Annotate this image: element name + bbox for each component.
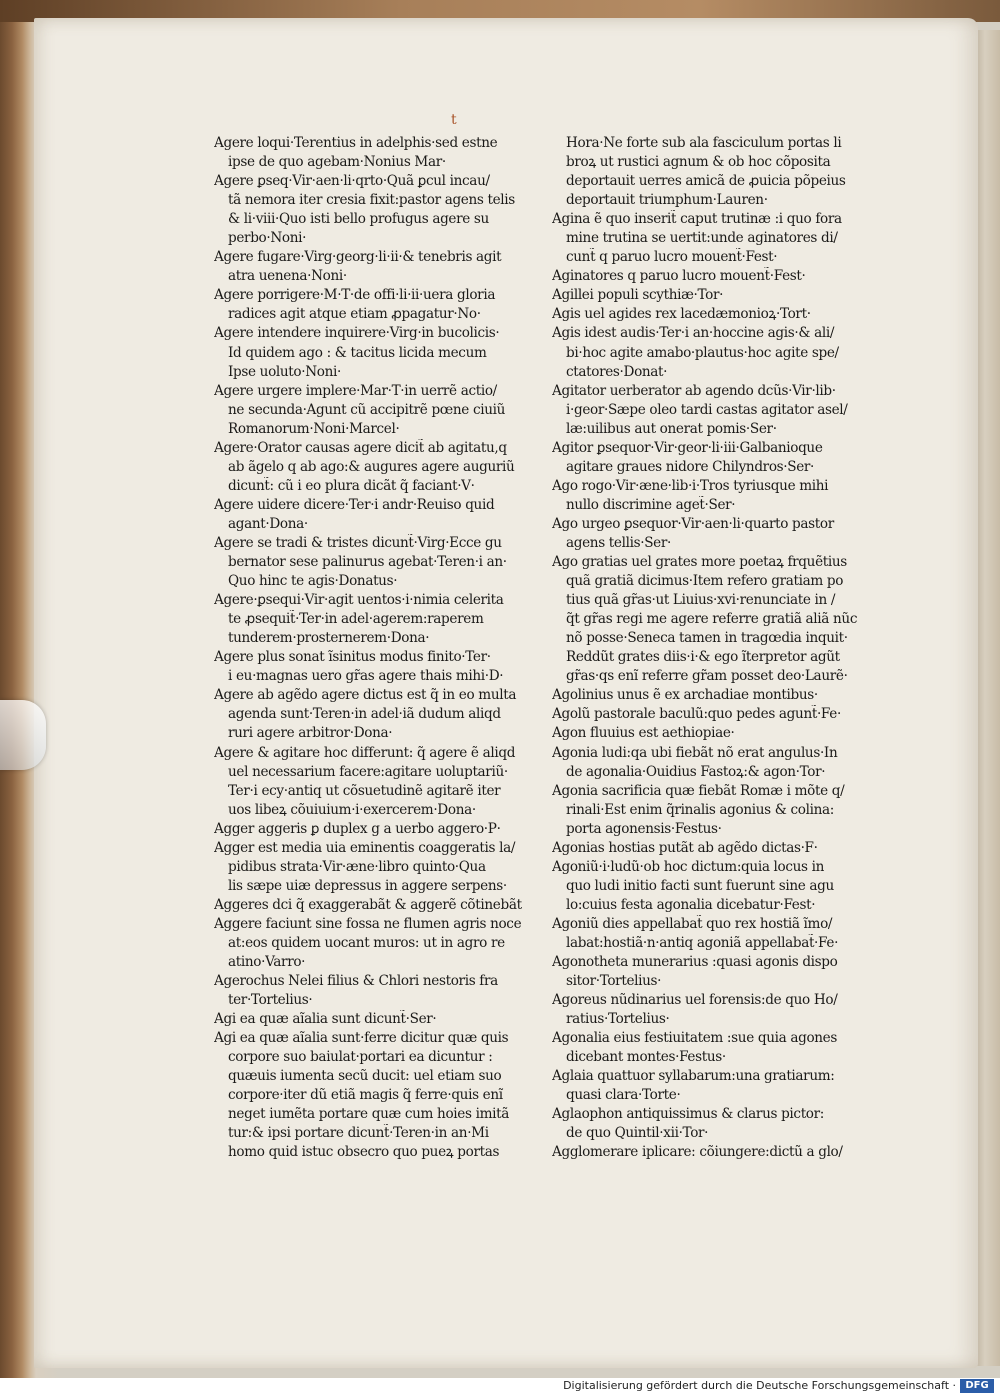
text-line: Agis idest audis·Ter·i an·hoccine agis·& ali/	[552, 325, 835, 342]
text-line: Ipse uoluto·Noni·	[228, 363, 341, 380]
text-line: Aggeres dci q̃ exaggerabãt & aggerẽ cõtinebãt	[214, 896, 522, 913]
text-line: Agglomerare iplicare: cõiungere:dictũ a glo/	[552, 1144, 843, 1161]
text-line: quã gratiã dicimus·Item refero gratiam po	[566, 573, 844, 590]
text-line: i eu·magnas uero gr̃as agere thais mihi·D·	[228, 668, 504, 685]
text-line: ne secunda·Agunt cũ accipitrẽ pœne ciuiũ	[228, 401, 506, 418]
text-line: Agoreus nũdinarius uel forensis:de quo Ho/	[552, 992, 838, 1009]
text-line: Agger est media uia eminentis coaggeratis la/	[214, 839, 516, 856]
text-line: de quo Quintil·xii·Tor·	[566, 1125, 709, 1142]
text-line: Agere porrigere·M·T·de offi·li·ii·uera gloria	[214, 287, 496, 304]
text-line: Agina ẽ quo inserit̃ caput trutinæ :i quo fora	[552, 211, 842, 228]
text-line: Agonia sacrificia quæ fiebãt Romæ i mõte q/	[552, 782, 845, 799]
text-line: ctatores·Donat·	[566, 363, 668, 380]
text-line: ratius·Tortelius·	[566, 1011, 670, 1028]
text-line: Agere loqui·Terentius in adelphis·sed estne	[214, 135, 498, 151]
text-line: nullo discrimine aget̃·Ser·	[566, 496, 736, 513]
text-line: quo ludi initio facti sunt fuerunt sine agu	[566, 877, 834, 894]
text-line: neget iumẽta portare quæ cum hoies imitã	[228, 1106, 509, 1123]
text-line: deportauit triumphum·Lauren·	[566, 192, 768, 209]
text-line: Agere·ꝑsequi·Vir·agit uentos·i·nimia celerita	[214, 592, 504, 609]
text-line: Agere & agitare hoc differunt: q̃ agere ẽ aliqd	[214, 744, 516, 761]
text-line: dicunt̃: cũ i eo plura dicãt q̃ faciant·V·	[228, 477, 475, 494]
text-line: quæuis iumenta secũ ducit: uel etiam suo	[228, 1068, 502, 1085]
text-line: Agoniũ·i·ludũ·ob hoc dictum:quia locus in	[552, 858, 825, 875]
text-line: Hora·Ne forte sub ala fasciculum portas li	[566, 135, 842, 151]
text-line: Quo hinc te agis·Donatus·	[228, 573, 398, 590]
text-line: Agitator uerberator ab agendo dcũs·Vir·lib·	[552, 382, 836, 399]
left-column	[214, 134, 536, 1163]
text-line: agens tellis·Ser·	[566, 534, 671, 551]
text-line: uel necessarium facere:agitare uoluptariũ·	[228, 763, 508, 780]
text-line: porta agonensis·Festus·	[566, 820, 722, 837]
text-line: Agon fluuius est aethiopiae·	[552, 725, 735, 742]
text-line: Agere urgere implere·Mar·T·in uerrẽ actio/	[214, 382, 497, 399]
text-line: ipse de quo agebam·Nonius Mar·	[228, 154, 446, 171]
text-line: Ter·i ecy·antiq ut cõsuetudinẽ agitarẽ iter	[228, 782, 501, 799]
text-line: quasi clara·Torte·	[566, 1087, 681, 1104]
text-line: Agere·Orator causas agere dicit̃ ab agitatu,q	[214, 439, 507, 456]
text-line: tunderem·prosternerem·Dona·	[228, 630, 430, 647]
text-line: mine trutina se uertit:unde aginatores di/	[566, 230, 838, 247]
right-column	[552, 134, 874, 1163]
text-line: broꝝ ut rustici agnum & ob hoc cõposita	[566, 154, 831, 171]
text-line: tur:& ipsi portare dicunt̃·Teren·in an·Mi	[228, 1125, 489, 1142]
text-line: ter·Tortelius·	[228, 992, 313, 1009]
text-line: Aggere faciunt sine fossa ne flumen agris noce	[214, 915, 522, 932]
text-line: sitor·Tortelius·	[566, 973, 662, 990]
text-line: Aglaia quattuor syllabarum:una gratiarum:	[552, 1068, 835, 1085]
text-line: Agi ea quæ aĩalia sunt·ferre dicitur quæ quis	[214, 1030, 509, 1047]
text-line: radices agit atque etiam ꝓpagatur·No·	[228, 306, 481, 323]
text-line: ruri agere arbitror·Dona·	[228, 725, 393, 742]
text-line: Agitor ꝑsequor·Vir·geor·li·iii·Galbanioque	[552, 439, 823, 456]
text-line: Agolinius unus ẽ ex archadiae montibus·	[552, 687, 818, 704]
text-line: Agi ea quæ aĩalia sunt dicunt̃·Ser·	[214, 1011, 437, 1028]
text-line: Agolũ pastorale baculũ:quo pedes agunt̃·Fe·	[552, 706, 841, 723]
text-line: dicebant montes·Festus·	[566, 1049, 726, 1066]
text-line: corpore·iter dũ etiã magis q̃ ferre·quis enĩ	[228, 1087, 503, 1104]
text-line: tius quã gr̃as·ut Liuius·xvi·renunciate in /	[566, 592, 836, 609]
folio-mark: t	[451, 112, 457, 128]
text-line: Agillei populi scythiæ·Tor·	[552, 287, 724, 304]
text-line: ab ãgelo q ab ago:& augures agere auguriũ	[228, 458, 515, 475]
text-line: q̃t gr̃as regi me agere referre gratiã aliã nũc	[566, 611, 858, 628]
text-line: tã nemora iter cresia fixit:pastor agens telis	[228, 192, 515, 209]
text-line: Agger aggeris ꝑ duplex g a uerbo aggero·P·	[214, 820, 501, 837]
text-line: Reddũt grates diis·i·& ego ĩterpretor agũt	[566, 649, 840, 666]
text-line: lis sæpe uiæ depressus in aggere serpens·	[228, 877, 507, 894]
text-line: lo:cuius festa agonalia dicebatur·Fest·	[566, 896, 816, 913]
text-line: Agere intendere inquirere·Virg·in bucolicis·	[214, 325, 500, 342]
text-line: Agonalia eius festiuitatem :sue quia agones	[552, 1030, 838, 1047]
text-line: Agerochus Nelei filius & Chlori nestoris fra	[214, 973, 498, 990]
text-line: cunt̃ q paruo lucro mouent̃·Fest·	[566, 249, 778, 266]
text-line: Agonias hostias putãt ab agẽdo dictas·F·	[552, 839, 818, 856]
text-line: corpore suo baiulat·portari ea dicuntur :	[228, 1049, 493, 1066]
text-line: Agere uidere dicere·Ter·i andr·Reuiso quid	[214, 496, 495, 513]
text-line: Aginatores q paruo lucro mouent̃·Fest·	[552, 268, 806, 285]
text-line: Agere fugare·Virg·georg·li·ii·& tenebris agit	[214, 249, 502, 266]
text-line: atra uenena·Noni·	[228, 268, 347, 285]
text-line: agenda sunt·Teren·in adel·iã dudum aliqd	[228, 706, 501, 723]
text-line: læ:uilibus aut onerat pomis·Ser·	[566, 420, 777, 437]
text-line: & li·viii·Quo isti bello profugus agere su	[228, 211, 489, 228]
text-line: uos libeꝝ cõuiuium·i·exercerem·Dona·	[228, 801, 476, 818]
text-line: rinali·Est enim q̃rinalis agonius & colina:	[566, 801, 834, 818]
text-line: Ago urgeo ꝑsequor·Vir·aen·li·quarto pastor	[552, 515, 834, 532]
text-line: Agere ꝑseq·Vir·aen·li·qrto·Quã ꝑcul incau/	[214, 173, 490, 190]
text-line: Ago rogo·Vir·æne·lib·i·Tros tyriusque mihi	[552, 477, 829, 494]
text-line: Agere se tradi & tristes dicunt̃·Virg·Ecce gu	[214, 534, 502, 551]
text-line: Romanorum·Noni·Marcel·	[228, 420, 400, 437]
text-line: Agonotheta munerarius :quasi agonis dispo	[552, 954, 838, 971]
text-line: gr̃as·qs enĩ referre gr̃am posset deo·Laurẽ·	[566, 668, 848, 685]
funding-credit: Digitalisierung gefördert durch die Deutsche Forschungsgemeinschaft ·	[563, 1379, 956, 1392]
text-line: agant·Dona·	[228, 515, 308, 532]
text-line: Agis uel agides rex lacedæmonioꝝ·Tort·	[552, 306, 811, 323]
text-line: te ꝓsequit̃·Ter·in adel·agerem:raperem	[228, 611, 484, 628]
text-line: labat:hostiã·n·antiq agoniã appellabat̃·Fe·	[566, 934, 839, 951]
page-stack-edge	[975, 30, 1000, 1366]
text-line: homo quid istuc obsecro quo pueꝝ portas	[228, 1144, 500, 1161]
text-line: Agoniũ dies appellabat̃ quo rex hostiã ĩmo/	[552, 915, 833, 932]
text-line: Aglaophon antiquissimus & clarus pictor:	[552, 1106, 825, 1123]
text-line: Agere plus sonat ĩsinitus modus finito·Ter·	[214, 649, 491, 666]
text-line: deportauit uerres amicã de ꝓuicia põpeius	[566, 173, 846, 190]
text-line: Ago gratias uel grates more poetaꝝ frquẽtius	[552, 554, 847, 571]
text-line: Agonia ludi:qa ubi fiebãt nõ erat angulus·In	[552, 744, 838, 761]
text-line: bi·hoc agite amabo·plautus·hoc agite spe/	[566, 344, 839, 361]
text-line: nõ posse·Seneca tamen in tragœdia inquit·	[566, 630, 848, 647]
text-line: atino·Varro·	[228, 954, 306, 971]
text-line: at:eos quidem uocant muros: ut in agro re	[228, 934, 505, 951]
text-line: pidibus strata·Vir·æne·libro quinto·Qua	[228, 858, 486, 875]
text-line: Id quidem ago : & tacitus licida mecum	[228, 344, 487, 361]
dfg-logo: DFG	[960, 1379, 994, 1393]
text-line: perbo·Noni·	[228, 230, 307, 247]
text-line: de agonalia·Ouidius Fastoꝝ:& agon·Tor·	[566, 763, 826, 780]
text-line: Agere ab agẽdo agere dictus est q̃ in eo multa	[214, 687, 517, 704]
page-clip	[0, 700, 46, 770]
text-line: agitare graues nidore Chilyndros·Ser·	[566, 458, 815, 475]
text-line: i·geor·Sæpe oleo tardi castas agitator asel/	[566, 401, 848, 418]
text-line: bernator sese palinurus agebat·Teren·i an·	[228, 554, 507, 571]
